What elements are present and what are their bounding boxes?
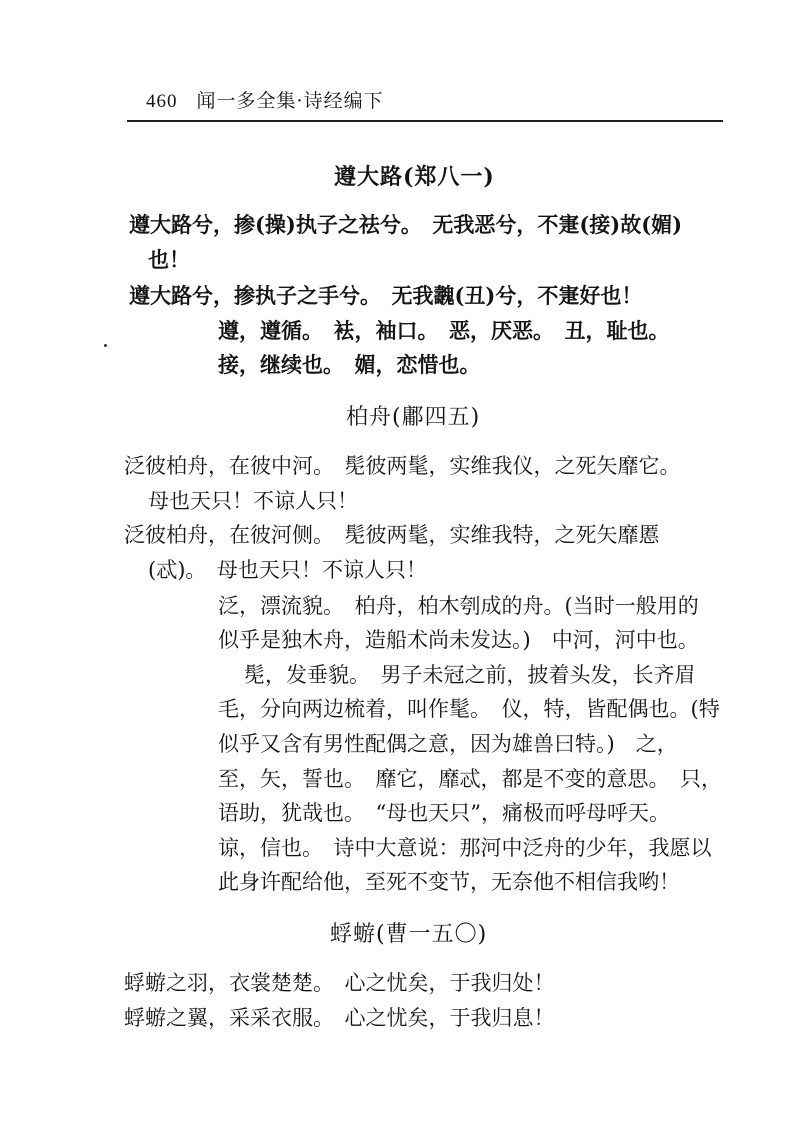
note-line: 语助，犹哉也。 “母也天只”，痛极而呼母呼天。 <box>218 801 670 825</box>
poem-line: 遵大路兮，掺(操)执子之祛兮。 无我恶兮，不寁(接)故(媚) <box>129 212 683 237</box>
poem-line: 蜉蝣之羽，衣裳楚楚。 心之忧矣，于我归处！ <box>124 971 555 995</box>
note-line: 毛，分向两边梳着，叫作髦。 仪，特，皆配偶也。(特 <box>218 697 720 721</box>
poem-line: 泛彼柏舟，在彼中河。 髧彼两髦，实维我仪，之死矢靡它。 <box>124 454 681 478</box>
poem-line: 蜉蝣之翼，采采衣服。 心之忧矣，于我归息！ <box>124 1006 555 1030</box>
section-title-baizhou: 柏舟(鄘四五) <box>346 405 481 430</box>
note-line: 似乎是独木舟，造船术尚未发达。) 中河，河中也。 <box>218 628 699 652</box>
book-title: 闻一多全集·诗经编下 <box>196 90 384 112</box>
poem-line: 泛彼柏舟，在彼河侧。 髧彼两髦，实维我特，之死矢靡慝 <box>124 523 660 547</box>
note-line: 泛，漂流貌。 柏舟，柏木刳成的舟。(当时一般用的 <box>218 594 699 618</box>
note-line: 遵，遵循。 袪，袖口。 恶，厌恶。 丑，耻也。 <box>218 318 670 343</box>
running-header <box>146 86 384 113</box>
note-line: 至，矢，誓也。 靡它，靡忒，都是不变的意思。 只， <box>218 767 722 791</box>
scan-speck <box>104 344 107 347</box>
section-title-zundalu: 遵大路(郑八一) <box>334 164 495 190</box>
note-line: 此身许配给他，至死不变节，无奈他不相信我哟！ <box>218 870 680 894</box>
note-line: 髧，发垂貌。 男子未冠之前，披着头发，长齐眉 <box>244 663 696 687</box>
note-line: 接，继续也。 媚，恋惜也。 <box>218 352 481 377</box>
poem-line: 遵大路兮，掺执子之手兮。 无我魗(丑)兮，不寁好也！ <box>129 283 643 308</box>
note-line: 似乎又含有男性配偶之意，因为雄兽曰特。) 之， <box>218 732 678 756</box>
page-number: 460 <box>146 91 178 112</box>
header-rule <box>127 120 723 122</box>
poem-line: 也！ <box>148 247 190 272</box>
poem-line: 母也天只！不谅人只！ <box>148 489 358 513</box>
section-title-fuyou: 蜉蝣(曹一五〇) <box>330 922 488 947</box>
poem-line: (忒)。 母也天只！不谅人只！ <box>148 558 427 582</box>
note-line: 谅，信也。 诗中大意说：那河中泛舟的少年，我愿以 <box>218 836 712 860</box>
